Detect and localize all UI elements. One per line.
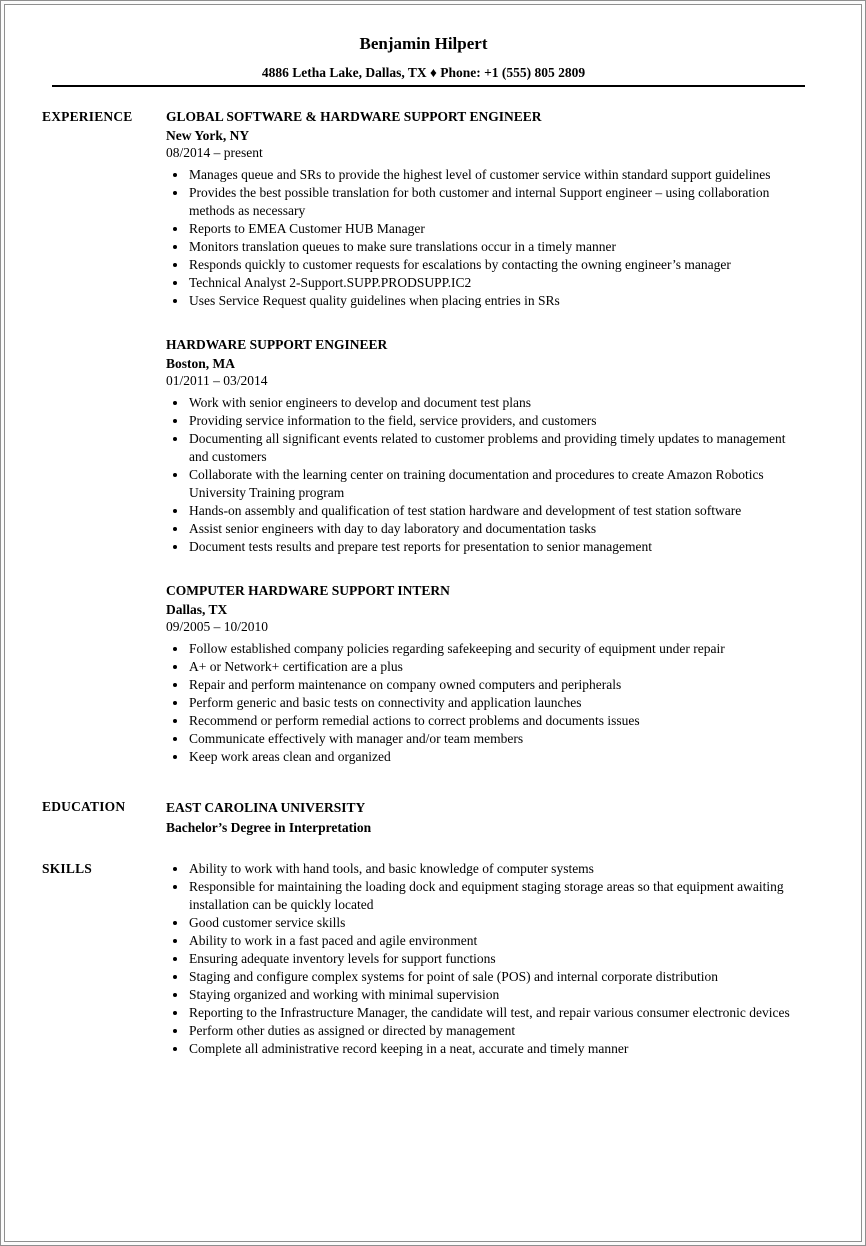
bullet-item: • Complete all administrative record keeping in a neat, accurate and timely manner — [188, 1040, 805, 1058]
bullet-item: • A+ or Network+ certification are a plus — [188, 658, 805, 676]
experience-section — [42, 108, 805, 766]
job-title: COMPUTER HARDWARE SUPPORT INTERN — [166, 583, 450, 598]
job-location: Dallas, TX — [166, 602, 228, 617]
job-entry — [166, 582, 805, 766]
job-bullet-list — [166, 394, 805, 556]
education-section-label: EDUCATION — [42, 799, 126, 814]
bullet-item: • Reports to EMEA Customer HUB Manager — [188, 220, 805, 238]
bullet-item: • Staying organized and working with minimal supervision — [188, 986, 805, 1004]
bullet-item: • Providing service information to the field, service providers, and customers — [188, 412, 805, 430]
school-name: EAST CAROLINA UNIVERSITY — [166, 800, 366, 815]
bullet-item: • Responsible for maintaining the loading dock and equipment staging storage areas so that equipment awaiting installation can be quickly located — [188, 878, 805, 914]
bullet-item: • Responds quickly to customer requests for escalations by contacting the owning engineer’s manager — [188, 256, 805, 274]
degree-name: Bachelor’s Degree in Interpretation — [166, 820, 372, 835]
bullet-item: • Hands-on assembly and qualification of test station hardware and development of test station software — [188, 502, 805, 520]
contact-line: 4886 Letha Lake, Dallas, TX ♦ Phone: +1 (555) 805 2809 — [261, 65, 586, 80]
education-content — [166, 798, 805, 838]
skills-section — [42, 860, 805, 1058]
bullet-item: • Recommend or perform remedial actions to correct problems and documents issues — [188, 712, 805, 730]
resume-page — [4, 4, 862, 1242]
bullet-item: • Ability to work in a fast paced and agile environment — [188, 932, 805, 950]
bullet-item: • Technical Analyst 2-Support.SUPP.PRODSUPP.IC2 — [188, 274, 805, 292]
bullet-item: • Collaborate with the learning center on training documentation and procedures to create Amazon Robotics University Training program — [188, 466, 805, 502]
job-dates: 01/2011 – 03/2014 — [166, 373, 268, 388]
job-dates: 09/2005 – 10/2010 — [166, 619, 269, 634]
job-title: HARDWARE SUPPORT ENGINEER — [166, 337, 388, 352]
bullet-item: • Work with senior engineers to develop and document test plans — [188, 394, 805, 412]
bullet-item: • Repair and perform maintenance on company owned computers and peripherals — [188, 676, 805, 694]
education-section — [42, 798, 805, 838]
bullet-item: • Good customer service skills — [188, 914, 805, 932]
job-location: New York, NY — [166, 128, 250, 143]
bullet-item: • Documenting all significant events related to customer problems and providing timely updates to management and customers — [188, 430, 805, 466]
bullet-item: • Ensuring adequate inventory levels for support functions — [188, 950, 805, 968]
bullet-item: • Provides the best possible translation for both customer and internal Support engineer – using collaboration methods as necessary — [188, 184, 805, 220]
job-location: Boston, MA — [166, 356, 236, 371]
header-divider — [52, 85, 805, 87]
job-dates: 08/2014 – present — [166, 145, 263, 160]
person-name: Benjamin Hilpert — [359, 34, 488, 53]
bullet-item: • Ability to work with hand tools, and basic knowledge of computer systems — [188, 860, 805, 878]
bullet-item: • Keep work areas clean and organized — [188, 748, 805, 766]
skills-content — [166, 860, 805, 1058]
skills-section-label: SKILLS — [42, 861, 92, 876]
experience-content — [166, 108, 805, 766]
job-entry — [166, 108, 805, 310]
job-title: GLOBAL SOFTWARE & HARDWARE SUPPORT ENGINEER — [166, 109, 542, 124]
bullet-item: • Document tests results and prepare test reports for presentation to senior management — [188, 538, 805, 556]
experience-section-label: EXPERIENCE — [42, 109, 133, 124]
job-entry — [166, 336, 805, 556]
job-bullet-list — [166, 166, 805, 310]
bullet-item: • Perform generic and basic tests on connectivity and application launches — [188, 694, 805, 712]
bullet-item: • Manages queue and SRs to provide the highest level of customer service within standard support guidelines — [188, 166, 805, 184]
bullet-item: • Reporting to the Infrastructure Manager, the candidate will test, and repair various consumer electronic devices — [188, 1004, 805, 1022]
bullet-item: • Communicate effectively with manager and/or team members — [188, 730, 805, 748]
job-bullet-list — [166, 640, 805, 766]
skills-bullet-list — [166, 860, 805, 1058]
bullet-item: • Staging and configure complex systems for point of sale (POS) and internal corporate distribution — [188, 968, 805, 986]
bullet-item: • Follow established company policies regarding safekeeping and security of equipment under repair — [188, 640, 805, 658]
bullet-item: • Uses Service Request quality guidelines when placing entries in SRs — [188, 292, 805, 310]
bullet-item: • Perform other duties as assigned or directed by management — [188, 1022, 805, 1040]
resume-body — [42, 108, 805, 1058]
bullet-item: • Assist senior engineers with day to day laboratory and documentation tasks — [188, 520, 805, 538]
bullet-item: • Monitors translation queues to make sure translations occur in a timely manner — [188, 238, 805, 256]
